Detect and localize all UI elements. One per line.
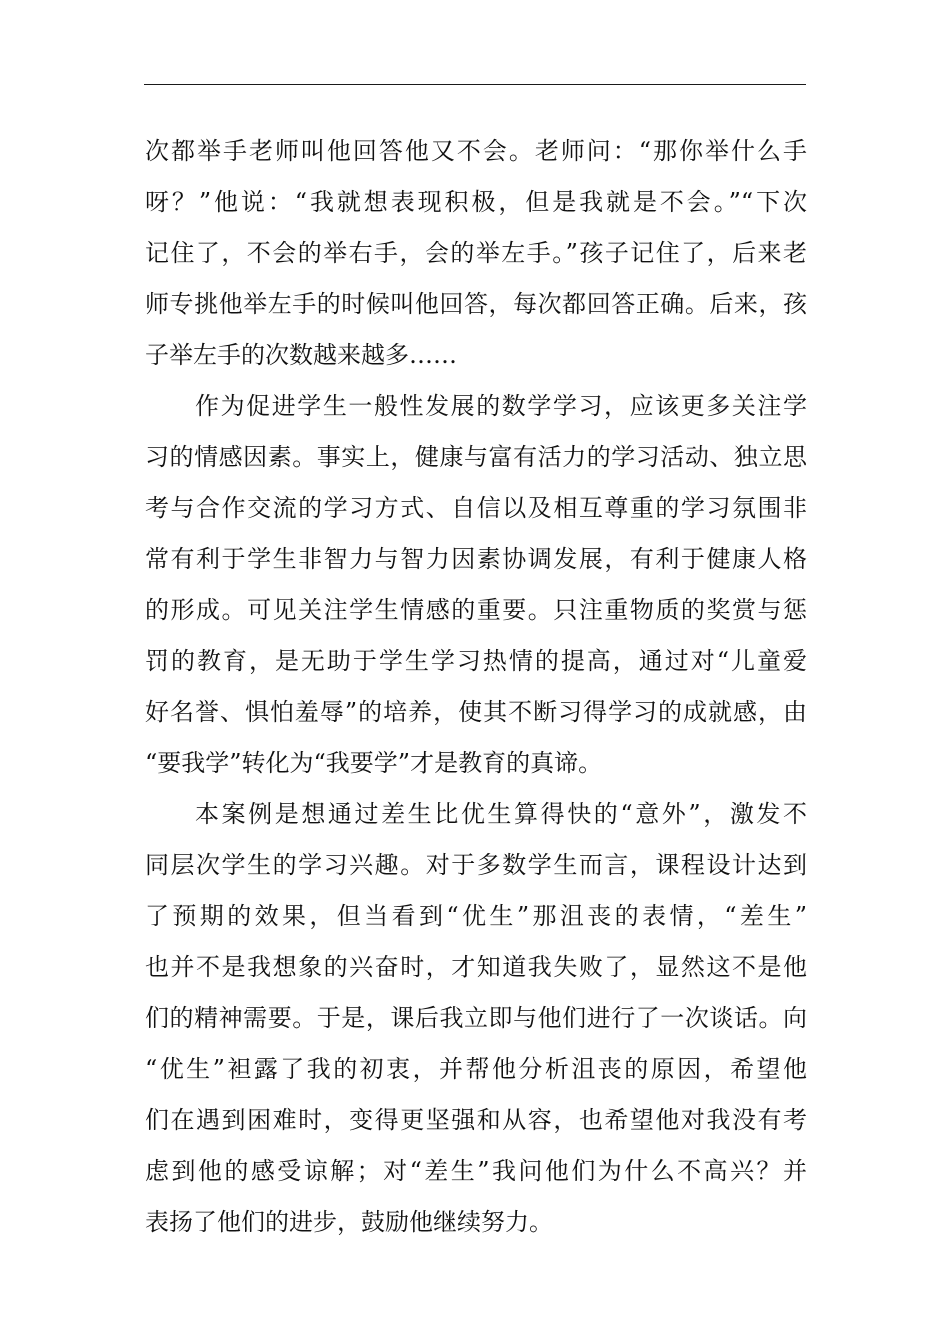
text-line: 次都举手老师叫他回答他又不会。老师问：“那你举什么手 (145, 137, 807, 165)
text-line: 考与合作交流的学习方式、自信以及相互尊重的学习氛围非 (145, 494, 807, 522)
paragraph-2 (145, 381, 807, 789)
text-line: 们在遇到困难时，变得更坚强和从容，也希望他对我没有考 (145, 1106, 807, 1134)
text-line: 虑到他的感受谅解；对“差生”我问他们为什么不高兴？并 (145, 1157, 807, 1185)
text-line: 的形成。可见关注学生情感的重要。只注重物质的奖赏与惩 (145, 596, 807, 624)
text-line: 本案例是想通过差生比优生算得快的“意外”，激发不 (195, 800, 807, 828)
paragraph-1 (145, 126, 807, 381)
text-line: 师专挑他举左手的时候叫他回答，每次都回答正确。后来，孩 (145, 290, 807, 318)
paragraph-3 (145, 789, 807, 1248)
body-text (145, 126, 807, 1248)
text-line: 好名誉、惧怕羞辱”的培养，使其不断习得学习的成就感，由 (145, 698, 807, 726)
text-line: 了预期的效果，但当看到“优生”那沮丧的表情，“差生” (145, 902, 807, 930)
text-line: 常有利于学生非智力与智力因素协调发展，有利于健康人格 (145, 545, 807, 573)
header-rule (144, 84, 806, 85)
text-line: 同层次学生的学习兴趣。对于多数学生而言，课程设计达到 (145, 851, 807, 879)
text-line: “要我学”转化为“我要学”才是教育的真谛。 (145, 749, 603, 777)
text-line: 们的精神需要。于是，课后我立即与他们进行了一次谈话。向 (145, 1004, 807, 1032)
text-line: 记住了，不会的举右手，会的举左手。”孩子记住了，后来老 (145, 239, 807, 267)
text-line: 也并不是我想象的兴奋时，才知道我失败了，显然这不是他 (145, 953, 807, 981)
text-line: “优生”袒露了我的初衷，并帮他分析沮丧的原因，希望他 (145, 1055, 807, 1083)
text-line: 罚的教育，是无助于学生学习热情的提高，通过对“儿童爱 (145, 647, 807, 675)
text-line: 表扬了他们的进步，鼓励他继续努力。 (145, 1208, 553, 1236)
text-line: 呀？”他说：“我就想表现积极，但是我就是不会。”“下次 (145, 188, 807, 216)
text-line: 习的情感因素。事实上，健康与富有活力的学习活动、独立思 (145, 443, 807, 471)
text-line: 子举左手的次数越来越多…… (145, 341, 457, 369)
text-line: 作为促进学生一般性发展的数学学习，应该更多关注学 (195, 392, 807, 420)
